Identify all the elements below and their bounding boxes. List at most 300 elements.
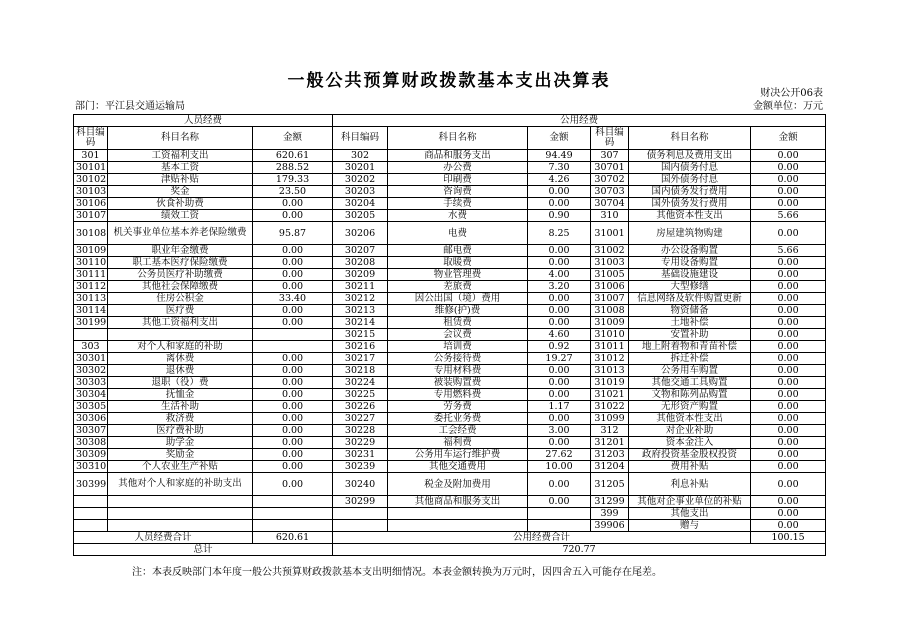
goods-name-cell: 委托业务费: [388, 413, 528, 425]
expenditure-table: [73, 114, 826, 556]
personnel-amount-cell: 0.00: [253, 257, 333, 269]
public-section-header: 公用经费: [333, 115, 826, 127]
goods-name-cell: 劳务费: [388, 401, 528, 413]
capital-amount-cell: 0.00: [751, 377, 826, 389]
table-row: [74, 437, 826, 449]
personnel-code-cell: 30101: [74, 162, 108, 174]
capital-code-cell: 31011: [591, 341, 629, 353]
capital-amount-cell: 0.00: [751, 389, 826, 401]
department-label: 部门：平江县交通运输局: [75, 101, 185, 112]
goods-name-cell: 公务接待费: [388, 353, 528, 365]
capital-amount-cell: 0.00: [751, 353, 826, 365]
goods-amount-cell: 4.26: [528, 174, 591, 186]
personnel-amount-cell: 0.00: [253, 281, 333, 293]
capital-name-cell: 其他资本性支出: [629, 210, 751, 222]
personnel-amount-cell: 179.33: [253, 174, 333, 186]
goods-amount-cell: 0.00: [528, 377, 591, 389]
personnel-amount-cell: 0.00: [253, 425, 333, 437]
personnel-code-cell: 301: [74, 150, 108, 162]
capital-amount-cell: 0.00: [751, 365, 826, 377]
table-row: [74, 281, 826, 293]
capital-amount-cell: 5.66: [751, 245, 826, 257]
goods-name-cell: 其他交通费用: [388, 461, 528, 473]
capital-name-cell: 其他对企事业单位的补贴: [629, 496, 751, 508]
personnel-code-cell: 30114: [74, 305, 108, 317]
personnel-name-cell: 抚恤金: [108, 389, 253, 401]
capital-code-cell: 31002: [591, 245, 629, 257]
personnel-code-cell: 303: [74, 341, 108, 353]
capital-amount-cell: 0.00: [751, 257, 826, 269]
goods-name-cell: 维修(护)费: [388, 305, 528, 317]
personnel-code-cell: 30106: [74, 198, 108, 210]
personnel-section-header: 人员经费: [74, 115, 333, 127]
goods-code-cell: 30205: [333, 210, 388, 222]
capital-name-cell: 安置补助: [629, 329, 751, 341]
capital-code-cell: 31012: [591, 353, 629, 365]
table-row: [74, 365, 826, 377]
unit-label: 金额单位：万元: [753, 101, 823, 112]
personnel-amount-cell: 23.50: [253, 186, 333, 198]
personnel-code-cell: 30303: [74, 377, 108, 389]
goods-code-cell: 30216: [333, 341, 388, 353]
column-header-name: 科目名称: [629, 127, 751, 150]
personnel-amount-cell: 0.00: [253, 413, 333, 425]
personnel-name-cell: 职工基本医疗保险缴费: [108, 257, 253, 269]
personnel-amount-cell: 0.00: [253, 389, 333, 401]
goods-code-cell: 30202: [333, 174, 388, 186]
goods-amount-cell: 0.00: [528, 437, 591, 449]
goods-code-cell: 30217: [333, 353, 388, 365]
capital-amount-cell: 0.00: [751, 305, 826, 317]
goods-code-cell: 30218: [333, 365, 388, 377]
goods-code-cell: 30203: [333, 186, 388, 198]
capital-code-cell: 31009: [591, 317, 629, 329]
capital-code-cell: 307: [591, 150, 629, 162]
personnel-amount-cell: 0.00: [253, 198, 333, 210]
personnel-name-cell: 其他社会保障缴费: [108, 281, 253, 293]
goods-code-cell: 30201: [333, 162, 388, 174]
personnel-name-cell: 住房公积金: [108, 293, 253, 305]
goods-amount-cell: 0.90: [528, 210, 591, 222]
table-row: [74, 389, 826, 401]
personnel-total-label: 人员经费合计: [74, 532, 253, 544]
goods-amount-cell: 19.27: [528, 353, 591, 365]
personnel-code-cell: 30309: [74, 449, 108, 461]
personnel-code-cell: 30304: [74, 389, 108, 401]
personnel-amount-cell: 0.00: [253, 210, 333, 222]
capital-name-cell: 债务利息及费用支出: [629, 150, 751, 162]
personnel-code-cell: 30103: [74, 186, 108, 198]
goods-code-cell: [333, 508, 388, 520]
table-row: [74, 413, 826, 425]
goods-name-cell: 商品和服务支出: [388, 150, 528, 162]
capital-amount-cell: 0.00: [751, 473, 826, 496]
table-row: [74, 186, 826, 198]
table-row: [74, 174, 826, 186]
personnel-amount-cell: [253, 341, 333, 353]
table-row: [74, 473, 826, 496]
personnel-amount-cell: 0.00: [253, 473, 333, 496]
grand-total-label: 总计: [74, 544, 333, 556]
capital-code-cell: 312: [591, 425, 629, 437]
table-row: [74, 496, 826, 508]
capital-amount-cell: 0.00: [751, 437, 826, 449]
capital-name-cell: 地上附着物和青苗补偿: [629, 341, 751, 353]
table-row: [74, 401, 826, 413]
capital-name-cell: 国内债务付息: [629, 162, 751, 174]
capital-code-cell: 31001: [591, 222, 629, 245]
goods-code-cell: 30213: [333, 305, 388, 317]
capital-code-cell: 39906: [591, 520, 629, 532]
capital-code-cell: 31019: [591, 377, 629, 389]
goods-code-cell: 30299: [333, 496, 388, 508]
capital-name-cell: 土地补偿: [629, 317, 751, 329]
table-row: [74, 198, 826, 210]
personnel-name-cell: 公务员医疗补助缴费: [108, 269, 253, 281]
goods-name-cell: [388, 508, 528, 520]
personnel-code-cell: 30107: [74, 210, 108, 222]
personnel-amount-cell: 0.00: [253, 353, 333, 365]
capital-code-cell: 31006: [591, 281, 629, 293]
goods-amount-cell: 10.00: [528, 461, 591, 473]
goods-code-cell: 30211: [333, 281, 388, 293]
goods-code-cell: 30229: [333, 437, 388, 449]
personnel-name-cell: [108, 520, 253, 532]
goods-amount-cell: 0.00: [528, 198, 591, 210]
capital-amount-cell: 5.66: [751, 210, 826, 222]
goods-code-cell: [333, 520, 388, 532]
goods-code-cell: 30208: [333, 257, 388, 269]
capital-amount-cell: 0.00: [751, 413, 826, 425]
personnel-name-cell: 退职（役）费: [108, 377, 253, 389]
personnel-name-cell: 医疗费补助: [108, 425, 253, 437]
goods-amount-cell: 4.60: [528, 329, 591, 341]
goods-amount-cell: 0.00: [528, 389, 591, 401]
goods-code-cell: 30204: [333, 198, 388, 210]
personnel-amount-cell: 0.00: [253, 305, 333, 317]
column-header-code: 科目编码: [74, 127, 108, 150]
table-row: [74, 210, 826, 222]
goods-code-cell: 30226: [333, 401, 388, 413]
personnel-name-cell: [108, 329, 253, 341]
personnel-name-cell: 机关事业单位基本养老保险缴费: [108, 222, 253, 245]
personnel-code-cell: 30110: [74, 257, 108, 269]
goods-name-cell: 取暖费: [388, 257, 528, 269]
capital-name-cell: 资本金注入: [629, 437, 751, 449]
capital-amount-cell: 0.00: [751, 425, 826, 437]
capital-amount-cell: 0.00: [751, 508, 826, 520]
personnel-amount-cell: [253, 329, 333, 341]
capital-code-cell: 30702: [591, 174, 629, 186]
personnel-name-cell: [108, 508, 253, 520]
table-row: [74, 425, 826, 437]
capital-code-cell: 30704: [591, 198, 629, 210]
personnel-code-cell: 30399: [74, 473, 108, 496]
personnel-amount-cell: 95.87: [253, 222, 333, 245]
goods-name-cell: 专用燃料费: [388, 389, 528, 401]
personnel-amount-cell: [253, 508, 333, 520]
personnel-name-cell: 奖励金: [108, 449, 253, 461]
capital-amount-cell: 0.00: [751, 449, 826, 461]
capital-name-cell: 利息补贴: [629, 473, 751, 496]
capital-name-cell: 专用设备购置: [629, 257, 751, 269]
goods-code-cell: 302: [333, 150, 388, 162]
personnel-code-cell: 30199: [74, 317, 108, 329]
capital-name-cell: 大型修缮: [629, 281, 751, 293]
table-row: [74, 257, 826, 269]
goods-amount-cell: 0.00: [528, 257, 591, 269]
goods-code-cell: 30240: [333, 473, 388, 496]
table-row: [74, 317, 826, 329]
capital-name-cell: 国外债务付息: [629, 174, 751, 186]
personnel-amount-cell: 0.00: [253, 365, 333, 377]
personnel-name-cell: 离休费: [108, 353, 253, 365]
personnel-amount-cell: 620.61: [253, 150, 333, 162]
goods-name-cell: 办公费: [388, 162, 528, 174]
personnel-name-cell: [108, 496, 253, 508]
personnel-amount-cell: [253, 496, 333, 508]
goods-name-cell: 手续费: [388, 198, 528, 210]
capital-code-cell: 31203: [591, 449, 629, 461]
personnel-amount-cell: 0.00: [253, 401, 333, 413]
column-header-amount: 金额: [253, 127, 333, 150]
table-row: [74, 520, 826, 532]
table-row: [74, 245, 826, 257]
personnel-amount-cell: 0.00: [253, 437, 333, 449]
capital-amount-cell: 0.00: [751, 520, 826, 532]
goods-name-cell: 专用材料费: [388, 365, 528, 377]
capital-code-cell: 31005: [591, 269, 629, 281]
column-header-code: 科目编码: [591, 127, 629, 150]
goods-amount-cell: 1.17: [528, 401, 591, 413]
personnel-amount-cell: 0.00: [253, 317, 333, 329]
capital-code-cell: 31022: [591, 401, 629, 413]
goods-name-cell: 工会经费: [388, 425, 528, 437]
personnel-code-cell: [74, 520, 108, 532]
personnel-code-cell: 30102: [74, 174, 108, 186]
capital-amount-cell: 0.00: [751, 293, 826, 305]
goods-name-cell: 税金及附加费用: [388, 473, 528, 496]
capital-amount-cell: 0.00: [751, 496, 826, 508]
goods-name-cell: 被装购置费: [388, 377, 528, 389]
goods-code-cell: 30215: [333, 329, 388, 341]
personnel-name-cell: 职业年金缴费: [108, 245, 253, 257]
table-row: [74, 341, 826, 353]
capital-name-cell: 基础设施建设: [629, 269, 751, 281]
personnel-code-cell: 30308: [74, 437, 108, 449]
capital-name-cell: 办公设备购置: [629, 245, 751, 257]
capital-amount-cell: 0.00: [751, 281, 826, 293]
capital-code-cell: 31010: [591, 329, 629, 341]
capital-code-cell: 31008: [591, 305, 629, 317]
personnel-name-cell: 工资福利支出: [108, 150, 253, 162]
personnel-amount-cell: 0.00: [253, 377, 333, 389]
goods-code-cell: 30207: [333, 245, 388, 257]
goods-name-cell: 因公出国（境）费用: [388, 293, 528, 305]
personnel-code-cell: 30307: [74, 425, 108, 437]
goods-code-cell: 30212: [333, 293, 388, 305]
footnote: 注：本表反映部门本年度一般公共预算财政拨款基本支出明细情况。本表金额转换为万元时，因四舍五入可能存在尾差。: [132, 567, 662, 578]
capital-code-cell: 30703: [591, 186, 629, 198]
goods-amount-cell: 4.00: [528, 269, 591, 281]
report-code: 财决公开06表: [760, 88, 823, 99]
personnel-name-cell: 津贴补贴: [108, 174, 253, 186]
capital-code-cell: 31013: [591, 365, 629, 377]
capital-amount-cell: 0.00: [751, 317, 826, 329]
capital-code-cell: 31201: [591, 437, 629, 449]
goods-code-cell: 30224: [333, 377, 388, 389]
goods-code-cell: 30225: [333, 389, 388, 401]
personnel-name-cell: 其他对个人和家庭的补助支出: [108, 473, 253, 496]
capital-amount-cell: 0.00: [751, 174, 826, 186]
capital-amount-cell: 0.00: [751, 341, 826, 353]
capital-code-cell: 31003: [591, 257, 629, 269]
goods-amount-cell: 0.00: [528, 245, 591, 257]
capital-code-cell: 30701: [591, 162, 629, 174]
personnel-code-cell: 30310: [74, 461, 108, 473]
goods-code-cell: 30239: [333, 461, 388, 473]
capital-code-cell: 31007: [591, 293, 629, 305]
capital-amount-cell: 0.00: [751, 150, 826, 162]
table-row: [74, 269, 826, 281]
table-row: [74, 162, 826, 174]
personnel-code-cell: [74, 496, 108, 508]
capital-name-cell: 物资储备: [629, 305, 751, 317]
personnel-code-cell: 30302: [74, 365, 108, 377]
personnel-code-cell: 30306: [74, 413, 108, 425]
table-row: [74, 222, 826, 245]
personnel-name-cell: 生活补助: [108, 401, 253, 413]
capital-code-cell: 31205: [591, 473, 629, 496]
personnel-name-cell: 绩效工资: [108, 210, 253, 222]
personnel-amount-cell: 0.00: [253, 269, 333, 281]
goods-amount-cell: 0.00: [528, 413, 591, 425]
goods-name-cell: 水费: [388, 210, 528, 222]
personnel-name-cell: 助学金: [108, 437, 253, 449]
personnel-name-cell: 伙食补助费: [108, 198, 253, 210]
personnel-name-cell: 奖金: [108, 186, 253, 198]
goods-amount-cell: 0.00: [528, 365, 591, 377]
column-header-name: 科目名称: [108, 127, 253, 150]
goods-amount-cell: 27.62: [528, 449, 591, 461]
personnel-amount-cell: [253, 520, 333, 532]
capital-name-cell: 文物和陈列品购置: [629, 389, 751, 401]
column-header-amount: 金额: [528, 127, 591, 150]
capital-name-cell: 公务用车购置: [629, 365, 751, 377]
personnel-code-cell: 30109: [74, 245, 108, 257]
goods-code-cell: 30231: [333, 449, 388, 461]
page-title: 一般公共预算财政拨款基本支出决算表: [287, 71, 611, 91]
capital-name-cell: 其他资本性支出: [629, 413, 751, 425]
capital-code-cell: 310: [591, 210, 629, 222]
grand-total-value: 720.77: [333, 544, 826, 556]
goods-name-cell: 物业管理费: [388, 269, 528, 281]
goods-amount-cell: [528, 508, 591, 520]
goods-name-cell: 福利费: [388, 437, 528, 449]
personnel-amount-cell: 0.00: [253, 461, 333, 473]
capital-name-cell: 房屋建筑物购建: [629, 222, 751, 245]
goods-name-cell: 邮电费: [388, 245, 528, 257]
capital-name-cell: 信息网络及软件购置更新: [629, 293, 751, 305]
goods-amount-cell: 7.30: [528, 162, 591, 174]
column-header-name: 科目名称: [388, 127, 528, 150]
capital-name-cell: 政府投资基金股权投资: [629, 449, 751, 461]
personnel-amount-cell: 33.40: [253, 293, 333, 305]
goods-amount-cell: 0.00: [528, 496, 591, 508]
capital-amount-cell: 0.00: [751, 269, 826, 281]
table-row: [74, 150, 826, 162]
capital-name-cell: 其他交通工具购置: [629, 377, 751, 389]
goods-code-cell: 30214: [333, 317, 388, 329]
goods-name-cell: 公务用车运行维护费: [388, 449, 528, 461]
table-row: [74, 293, 826, 305]
personnel-name-cell: 救济费: [108, 413, 253, 425]
capital-name-cell: 对企业补助: [629, 425, 751, 437]
capital-amount-cell: 0.00: [751, 222, 826, 245]
goods-amount-cell: 8.25: [528, 222, 591, 245]
personnel-name-cell: 对个人和家庭的补助: [108, 341, 253, 353]
goods-amount-cell: 0.92: [528, 341, 591, 353]
personnel-code-cell: 30112: [74, 281, 108, 293]
capital-code-cell: 31204: [591, 461, 629, 473]
table-row: [74, 461, 826, 473]
goods-amount-cell: 0.00: [528, 293, 591, 305]
goods-code-cell: 30227: [333, 413, 388, 425]
table-row: [74, 353, 826, 365]
personnel-name-cell: 医疗费: [108, 305, 253, 317]
capital-name-cell: 国外债务发行费用: [629, 198, 751, 210]
goods-name-cell: 印刷费: [388, 174, 528, 186]
goods-name-cell: 培训费: [388, 341, 528, 353]
goods-code-cell: 30206: [333, 222, 388, 245]
goods-name-cell: 咨询费: [388, 186, 528, 198]
public-total-label: 公用经费合计: [333, 532, 751, 544]
goods-name-cell: 会议费: [388, 329, 528, 341]
personnel-code-cell: 30301: [74, 353, 108, 365]
goods-name-cell: 差旅费: [388, 281, 528, 293]
goods-amount-cell: 0.00: [528, 317, 591, 329]
table-row: [74, 449, 826, 461]
goods-name-cell: [388, 520, 528, 532]
goods-amount-cell: 0.00: [528, 305, 591, 317]
personnel-amount-cell: 288.52: [253, 162, 333, 174]
personnel-code-cell: [74, 508, 108, 520]
goods-name-cell: 其他商品和服务支出: [388, 496, 528, 508]
public-total-value: 100.15: [751, 532, 826, 544]
personnel-code-cell: [74, 329, 108, 341]
personnel-code-cell: 30111: [74, 269, 108, 281]
capital-amount-cell: 0.00: [751, 162, 826, 174]
capital-name-cell: 其他支出: [629, 508, 751, 520]
goods-amount-cell: 0.00: [528, 473, 591, 496]
capital-amount-cell: 0.00: [751, 401, 826, 413]
personnel-name-cell: 退休费: [108, 365, 253, 377]
personnel-code-cell: 30113: [74, 293, 108, 305]
goods-code-cell: 30228: [333, 425, 388, 437]
capital-amount-cell: 0.00: [751, 186, 826, 198]
personnel-name-cell: 基本工资: [108, 162, 253, 174]
goods-amount-cell: 94.49: [528, 150, 591, 162]
capital-code-cell: 31099: [591, 413, 629, 425]
table-row: [74, 508, 826, 520]
capital-name-cell: 国内债务发行费用: [629, 186, 751, 198]
personnel-name-cell: 其他工资福利支出: [108, 317, 253, 329]
column-header-code: 科目编码: [333, 127, 388, 150]
personnel-total-value: 620.61: [253, 532, 333, 544]
personnel-code-cell: 30305: [74, 401, 108, 413]
column-header-amount: 金额: [751, 127, 826, 150]
table-row: [74, 305, 826, 317]
